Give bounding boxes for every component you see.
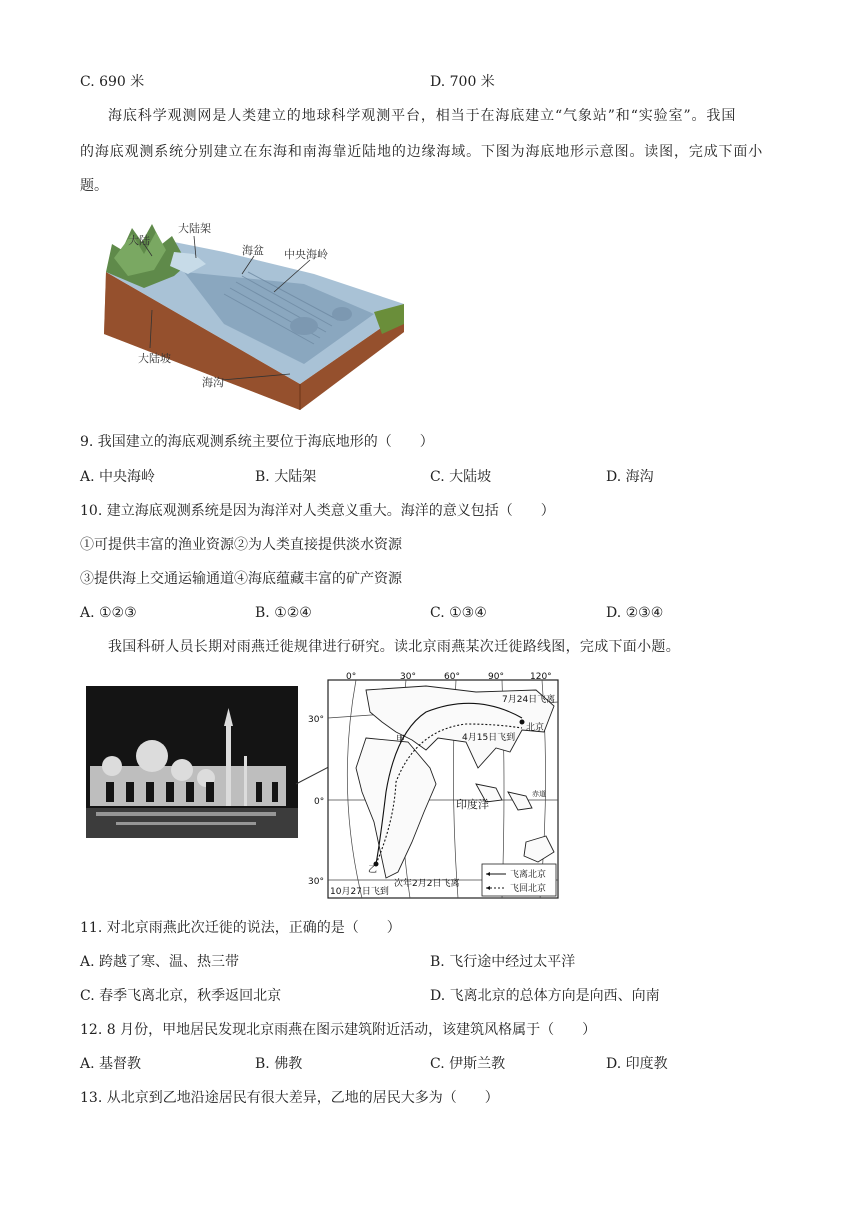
option-d-prev: D. 700 米 <box>430 74 495 90</box>
option-c-prev: C. 690 米 <box>80 74 145 90</box>
label-slope: 大陆坡 <box>138 352 171 365</box>
lat-30n: 30° <box>308 715 324 725</box>
q9-option-b[interactable]: B. 大陆架 <box>255 469 317 485</box>
label-beijing: 北京 <box>526 723 545 733</box>
label-continent: 大陆 <box>128 234 150 247</box>
q10-option-a[interactable]: A. ①②③ <box>80 605 137 621</box>
passage2: 我国科研人员长期对雨燕迁徙规律进行研究。读北京雨燕某次迁徙路线图，完成下面小题。 <box>108 639 680 655</box>
label-yi: 乙 <box>368 865 378 875</box>
label-equator: 赤道 <box>532 790 546 798</box>
annotation-jul24: 7月24日飞离 <box>502 695 556 705</box>
lat-30s: 30° <box>308 877 324 887</box>
q10-option-c[interactable]: C. ①③④ <box>430 605 487 621</box>
q12-option-c[interactable]: C. 伊斯兰教 <box>430 1056 506 1072</box>
q9-stem: 9. 我国建立的海底观测系统主要位于海底地形的（ ） <box>80 434 434 450</box>
q12-option-d[interactable]: D. 印度教 <box>606 1056 668 1072</box>
label-trench: 海沟 <box>202 376 224 389</box>
mosque-photo <box>86 686 298 838</box>
label-ridge: 中央海岭 <box>284 248 328 261</box>
seafloor-diagram <box>104 214 414 414</box>
q9-option-d[interactable]: D. 海沟 <box>606 469 654 485</box>
passage1-line2: 的海底观测系统分别建立在东海和南海靠近陆地的边缘海域。下图为海底地形示意图。读图，完成下面小 <box>80 144 764 160</box>
q12-option-b[interactable]: B. 佛教 <box>255 1056 303 1072</box>
q10-stem: 10. 建立海底观测系统是因为海洋对人类意义重大。海洋的意义包括（ ） <box>80 503 555 519</box>
annotation-apr15: 4月15日飞到 <box>462 733 516 743</box>
lat-0: 0° <box>314 797 325 807</box>
q11-option-b[interactable]: B. 飞行途中经过太平洋 <box>430 954 576 970</box>
q11-option-d[interactable]: D. 飞离北京的总体方向是向西、向南 <box>430 988 660 1004</box>
map-legend <box>482 864 556 896</box>
q11-option-a[interactable]: A. 跨越了寒、温、热三带 <box>80 954 240 970</box>
lon-90: 90° <box>488 672 504 682</box>
annotation-oct27: 10月27日飞到 <box>330 887 389 897</box>
q9-option-c[interactable]: C. 大陆坡 <box>430 469 492 485</box>
q11-option-c[interactable]: C. 春季飞离北京，秋季返回北京 <box>80 988 282 1004</box>
lon-120: 120° <box>530 672 552 682</box>
q13-stem: 13. 从北京到乙地沿途居民有很大差异，乙地的居民大多为（ ） <box>80 1090 499 1106</box>
migration-map <box>308 672 562 902</box>
legend-return: 飞回北京 <box>510 884 547 894</box>
q12-stem: 12. 8 月份，甲地居民发现北京雨燕在图示建筑附近活动，该建筑风格属于（ ） <box>80 1022 597 1038</box>
label-basin: 海盆 <box>242 244 264 257</box>
q10-option-d[interactable]: D. ②③④ <box>606 605 664 621</box>
q10-item1: ①可提供丰富的渔业资源②为人类直接提供淡水资源 <box>80 537 402 553</box>
passage1-line3: 题。 <box>80 178 108 194</box>
label-jia: 甲 <box>396 735 406 745</box>
label-indian-ocean: 印度洋 <box>456 798 489 811</box>
q10-item2: ③提供海上交通运输通道④海底蕴藏丰富的矿产资源 <box>80 571 402 587</box>
q12-option-a[interactable]: A. 基督教 <box>80 1056 142 1072</box>
q10-option-b[interactable]: B. ①②④ <box>255 605 312 621</box>
annotation-feb2: 次年2月2日飞离 <box>394 879 460 889</box>
lon-30: 30° <box>400 672 416 682</box>
lon-60: 60° <box>444 672 460 682</box>
label-shelf: 大陆架 <box>178 222 211 235</box>
q11-stem: 11. 对北京雨燕此次迁徙的说法，正确的是（ ） <box>80 920 401 936</box>
legend-leave: 飞离北京 <box>510 870 547 880</box>
lon-0: 0° <box>346 672 357 682</box>
passage1-line1: 海底科学观测网是人类建立的地球科学观测平台，相当于在海底建立“气象站”和“实验室”。我国 <box>108 108 737 124</box>
q9-option-a[interactable]: A. 中央海岭 <box>80 469 156 485</box>
